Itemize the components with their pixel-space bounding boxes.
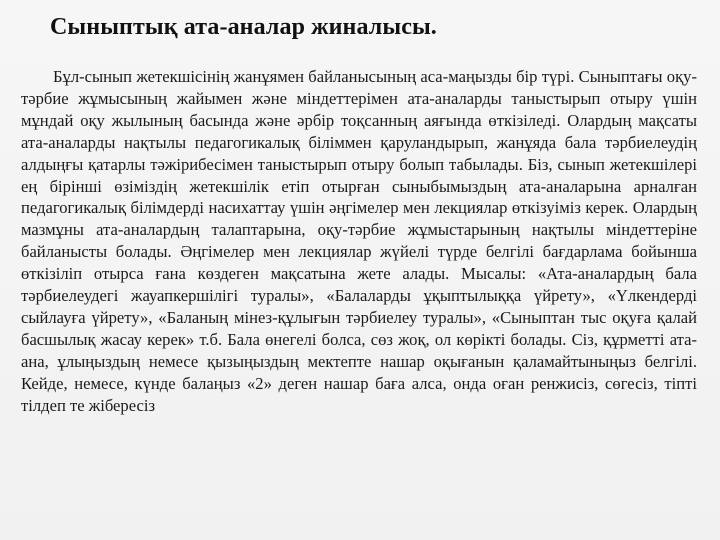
slide-title: Сыныптық ата-аналар жиналысы.: [50, 14, 437, 40]
body-paragraph: Бұл-сынып жетекшісінің жанұямен байланысының аса-маңызды бір түрі. Сыныптағы оқу-тәрбие жұмысының жайымен және міндеттерімен ата-аналарды таныстырып отыру үшін мұндай оқу жылының басында және әрбір тоқсанның аяғында өткізіледі. Олардың мақсаты ата-аналарды нақтылы педагогикалық біліммен қаруландырып, жанұяда бала тәрбиелеудің алдыңғы қатарлы тәжірибесімен таныстырып отыру болып табылады. Біз, сынып жетекшілері ең бірінші өзіміздің жетекшілік етіп отырған сыныбымыздың ата-аналарына арналған педагогикалық білімдерді насихаттау үшін әңгімелер мен лекциялар өткізуіміз керек. Олардың мазмұны ата-аналардың талаптарына, оқу-тәрбие жұмыстарының нақтылы міндеттеріне байланысты болады. Әңгімелер мен лекциялар жүйелі түрде белгілі бағдарлама бойынша өткізіліп отырса ғана көздеген мақсатына жете алады. Мысалы: «Ата-аналардың бала тәрбиелеудегі жауапкершілігі туралы», «Балаларды ұқыптылыққа үйрету», «Үлкендерді сыйлауға үйрету», «Баланың мінез-құлығын тәрбиелеу туралы», «Сыныптан тыс оқуға қалай басшылық жасау керек» т.б. Бала өнегелі болса, сөз жоқ, ол көрікті болады. Сіз, құрметті ата-ана, ұлыңыздың немесе қызыңыздың мектепте нашар оқығанын қаламайтыныңыз белгілі. Кейде, немесе, күнде балаңыз «2» деген нашар баға алса, онда оған ренжисіз, сөгесіз, тіпті тілдеп те жібересіз: [21, 67, 697, 415]
